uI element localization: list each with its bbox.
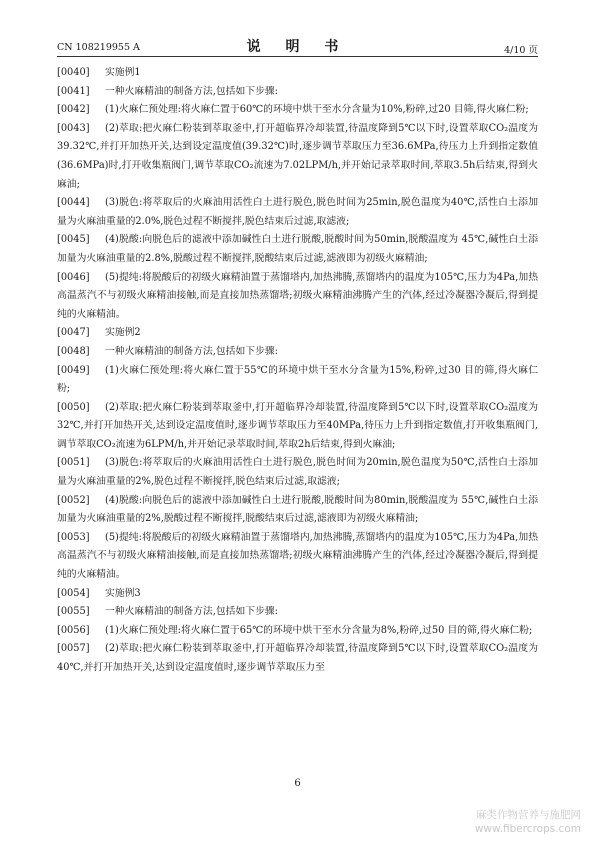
paragraph-number: [0040]	[57, 67, 90, 78]
paragraph-number: [0046]	[57, 271, 90, 283]
paragraph	[57, 454, 538, 491]
paragraph	[57, 83, 538, 102]
paragraph	[57, 194, 538, 231]
paragraph-text: (1)火麻仁预处理:将火麻仁置于55℃的环境中烘干至水分含量为15%,粉碎,过30 目的筛,得火麻仁粉;	[57, 364, 538, 395]
paragraph	[57, 399, 538, 455]
paragraph-text: 实施例2	[105, 327, 141, 339]
paragraph	[57, 101, 538, 120]
paragraph	[57, 529, 538, 585]
paragraph	[57, 640, 538, 677]
paragraph-text: (5)提纯:将脱酸后的初级火麻精油置于蒸馏塔内,加热沸腾,蒸馏塔内的温度为105℃,压力为4Pa,加热高温蒸汽不与初级火麻精油接触,而是直接加热蒸馏塔;初级火麻精油沸腾产生的汽体,经过冷凝器冷凝后,得到提纯的火麻精油。	[57, 531, 538, 581]
paragraph	[57, 622, 538, 641]
paragraph-text: (3)脱色:将萃取后的火麻油用活性白土进行脱色,脱色时间为25min,脱色温度为40℃,活性白土添加量为火麻油重量的2.0%,脱色过程不断搅拌,脱色结束后过滤,取滤液;	[57, 197, 538, 227]
paragraph-number: [0050]	[57, 401, 90, 413]
paragraph-number: [0042]	[57, 104, 90, 116]
paragraph-number: [0056]	[57, 624, 90, 636]
paragraph-text: (4)脱酸:向脱色后的滤液中添加碱性白土进行脱酸,脱酸时间为50min,脱酸温度为 45℃,碱性白土添加量为火麻油重量的2.8%,脱酸过程不断搅拌,脱酸结束后过滤,滤液即为初级火麻精油;	[57, 234, 538, 264]
paragraph-text: (2)萃取:把火麻仁粉装到萃取釜中,打开超临界冷却装置,待温度降到5℃以下时,设置萃取CO₂温度为32℃,并打开加热开关,达到设定温度值时,逐步调节萃取压力至40MPa,待压力上升到指定数值,打开收集瓶阀门,调节萃取CO₂流速为6LPM/h,并开始记录萃取时间,萃取2h后结束,得到火麻油;	[57, 401, 538, 450]
watermark	[475, 808, 581, 836]
paragraph-number: [0055]	[57, 606, 90, 618]
paragraph-number: [0045]	[57, 234, 90, 246]
paragraph	[57, 324, 538, 343]
paragraph-number: [0048]	[57, 345, 90, 357]
paragraph-number: [0043]	[57, 122, 90, 134]
paragraph-number: [0053]	[57, 531, 90, 543]
paragraph-text: (2)萃取:把火麻仁粉装到萃取釜中,打开超临界冷却装置,待温度降到5℃以下时,设置萃取CO₂温度为40℃,并打开加热开关,达到设定温度值时,逐步调节萃取压力至	[57, 643, 538, 673]
paragraph	[57, 269, 538, 325]
paragraph-text: 实施例1	[105, 67, 141, 78]
paragraph	[57, 120, 538, 194]
paragraph	[57, 64, 538, 83]
paragraph-number: [0049]	[57, 364, 90, 376]
paragraph-text: (1)火麻仁预处理:将火麻仁置于60℃的环境中烘干至水分含量为10%,粉碎,过20 目筛,得火麻仁粉;	[105, 104, 529, 116]
paragraph-number: [0057]	[57, 643, 90, 655]
document-body	[57, 64, 538, 678]
paragraph-number: [0047]	[57, 327, 90, 339]
paragraph-number: [0052]	[57, 494, 90, 506]
paragraph-text: 一种火麻精油的制备方法,包括如下步骤:	[105, 345, 278, 357]
watermark-site-name: 麻类作物营养与施肥网	[476, 809, 581, 821]
paragraph-text: 一种火麻精油的制备方法,包括如下步骤:	[105, 606, 278, 618]
watermark-url: www.fibercrops.com	[474, 823, 581, 835]
page-number: 6	[294, 778, 301, 789]
paragraph-number: [0051]	[57, 457, 90, 469]
paragraph	[57, 362, 538, 399]
paragraph	[57, 492, 538, 529]
paragraph-text: (4)脱酸:向脱色后的滤液中添加碱性白土进行脱酸,脱酸时间为80min,脱酸温度为 55℃,碱性白土添加量为火麻油重量的2%,脱酸过程不断搅拌,脱酸结束后过滤,滤液即为初级火麻精油;	[57, 494, 538, 525]
paragraph	[57, 343, 538, 362]
page-header	[57, 36, 538, 57]
paragraph-number: [0054]	[57, 587, 90, 599]
paragraph-text: (3)脱色:将萃取后的火麻油用活性白土进行脱色,脱色时间为20min,脱色温度为50℃,活性白土添加量为火麻油重量的2%,脱色过程不断搅拌,脱色结束后过滤,取滤液;	[57, 457, 538, 488]
patent-number: CN 108219955 A	[57, 42, 140, 53]
paragraph-text: 实施例3	[105, 587, 141, 599]
paragraph-text: (5)提纯:将脱酸后的初级火麻精油置于蒸馏塔内,加热沸腾,蒸馏塔内的温度为105℃,压力为4Pa,加热高温蒸汽不与初级火麻精油接触,而是直接加热蒸馏塔;初级火麻精油沸腾产生的汽体,经过冷凝器冷凝后,得到提纯的火麻精油。	[57, 271, 538, 320]
paragraph	[57, 231, 538, 268]
paragraph-number: [0044]	[57, 197, 90, 209]
paragraph-number: [0041]	[57, 85, 90, 97]
page-indicator: 4/10 页	[504, 45, 538, 56]
paragraph	[57, 585, 538, 604]
paragraph-text: (1)火麻仁预处理:将火麻仁置于65℃的环境中烘干至水分含量为8%,粉碎,过50 目的筛,得火麻仁粉;	[105, 624, 533, 636]
paragraph-text: 一种火麻精油的制备方法,包括如下步骤:	[105, 85, 278, 97]
document-title: 说 明 书	[246, 39, 349, 55]
paragraph-text: (2)萃取:把火麻仁粉装到萃取釜中,打开超临界冷却装置,待温度降到5℃以下时,设置萃取CO₂温度为39.32℃,并打开加热开关,达到设定温度值(39.32℃)时,逐步调节萃取压力至36.6MPa,待压力上升到指定数值(36.6MPa)时,打开收集瓶阀门,调节萃取CO₂流速为7.02LPM/h,并开始记录萃取时间,萃取3.5h后结束,得到火麻油;	[57, 122, 538, 190]
paragraph	[57, 603, 538, 622]
